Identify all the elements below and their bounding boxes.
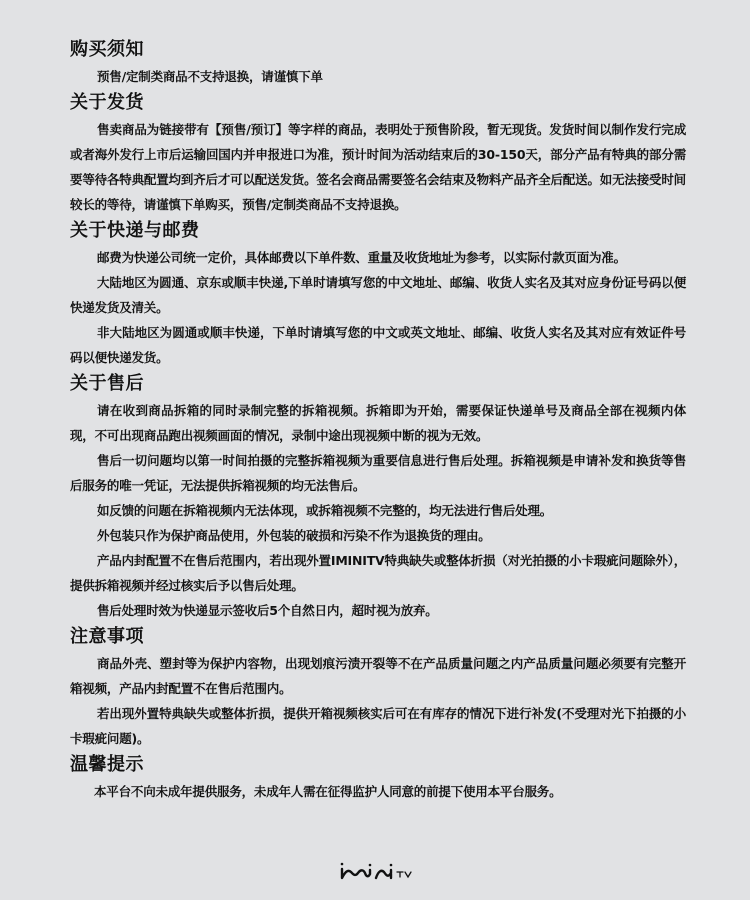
section-kind-reminder: [70, 751, 686, 804]
section-title: 温馨提示: [70, 754, 144, 775]
paragraph: 售卖商品为链接带有【预售/预订】等字样的商品，表明处于预售阶段，暂无现货。发货时间以制作发行完成或者海外发行上市后运输回国内并申报进口为准，预计时间为活动结束后的30-150天，部分产品有特典的部分需要等待各特典配置均到齐后才可以配送发货。签名会商品需要签名会结束及物料产品齐全后配送。如无法接受时间较长的等待，请谨慎下单购买，预售/定制类商品不支持退换。: [70, 122, 686, 212]
paragraph: 如反馈的问题在拆箱视频内无法体现，或拆箱视频不完整的，均无法进行售后处理。: [97, 503, 553, 518]
paragraph: 售后处理时效为快递显示签收后5个自然日内，超时视为放弃。: [97, 603, 438, 618]
paragraph: 请在收到商品拆箱的同时录制完整的拆箱视频。拆箱即为开始，需要保证快递单号及商品全部在视频内体现，不可出现商品跑出视频画面的情况，录制中途出现视频中断的视为无效。: [70, 403, 686, 443]
section-title: 购买须知: [70, 39, 144, 60]
paragraph: 商品外壳、塑封等为保护内容物，出现划痕污渍开裂等不在产品质量问题之内产品质量问题必须要有完整开箱视频，产品内封配置不在售后范围内。: [70, 656, 686, 696]
paragraph: 本平台不向未成年提供服务，未成年人需在征得监护人同意的前提下使用本平台服务。: [94, 784, 562, 799]
paragraph: 预售/定制类商品不支持退换，请谨慎下单: [97, 69, 323, 84]
paragraph: 非大陆地区为圆通或顺丰快递，下单时请填写您的中文或英文地址、邮编、收货人实名及其对应有效证件号码以便快递发货。: [70, 325, 686, 365]
section-title: 关于售后: [70, 373, 144, 394]
notice-document: [70, 36, 686, 804]
paragraph: 外包装只作为保护商品使用，外包装的破损和污染不作为退换货的理由。: [97, 528, 491, 543]
section-title: 关于发货: [70, 92, 144, 113]
section-delivery-postage: [70, 217, 686, 370]
section-after-sales: [70, 370, 686, 623]
section-title: 关于快递与邮费: [70, 220, 200, 241]
iminitv-logo-icon: [339, 860, 423, 884]
section-title: 注意事项: [70, 626, 144, 647]
section-shipping: [70, 89, 686, 217]
paragraph: 售后一切问题均以第一时间拍摄的完整拆箱视频为重要信息进行售后处理。拆箱视频是申请补发和换货等售后服务的唯一凭证，无法提供拆箱视频的均无法售后。: [70, 453, 686, 493]
section-precautions: [70, 623, 686, 751]
paragraph: 大陆地区为圆通、京东或顺丰快递,下单时请填写您的中文地址、邮编、收货人实名及其对应身份证号码以便快递发货及清关。: [70, 275, 686, 315]
paragraph: 产品内封配置不在售后范围内，若出现外置IMINITV特典缺失或整体折损（对光拍摄的小卡瑕疵问题除外），提供拆箱视频并经过核实后予以售后处理。: [70, 553, 686, 593]
paragraph: 若出现外置特典缺失或整体折损，提供开箱视频核实后可在有库存的情况下进行补发(不受理对光下拍摄的小卡瑕疵问题)。: [70, 706, 686, 746]
section-purchase-notice: [70, 36, 686, 89]
paragraph: 邮费为快递公司统一定价，具体邮费以下单件数、重量及收货地址为参考，以实际付款页面为准。: [97, 250, 626, 265]
